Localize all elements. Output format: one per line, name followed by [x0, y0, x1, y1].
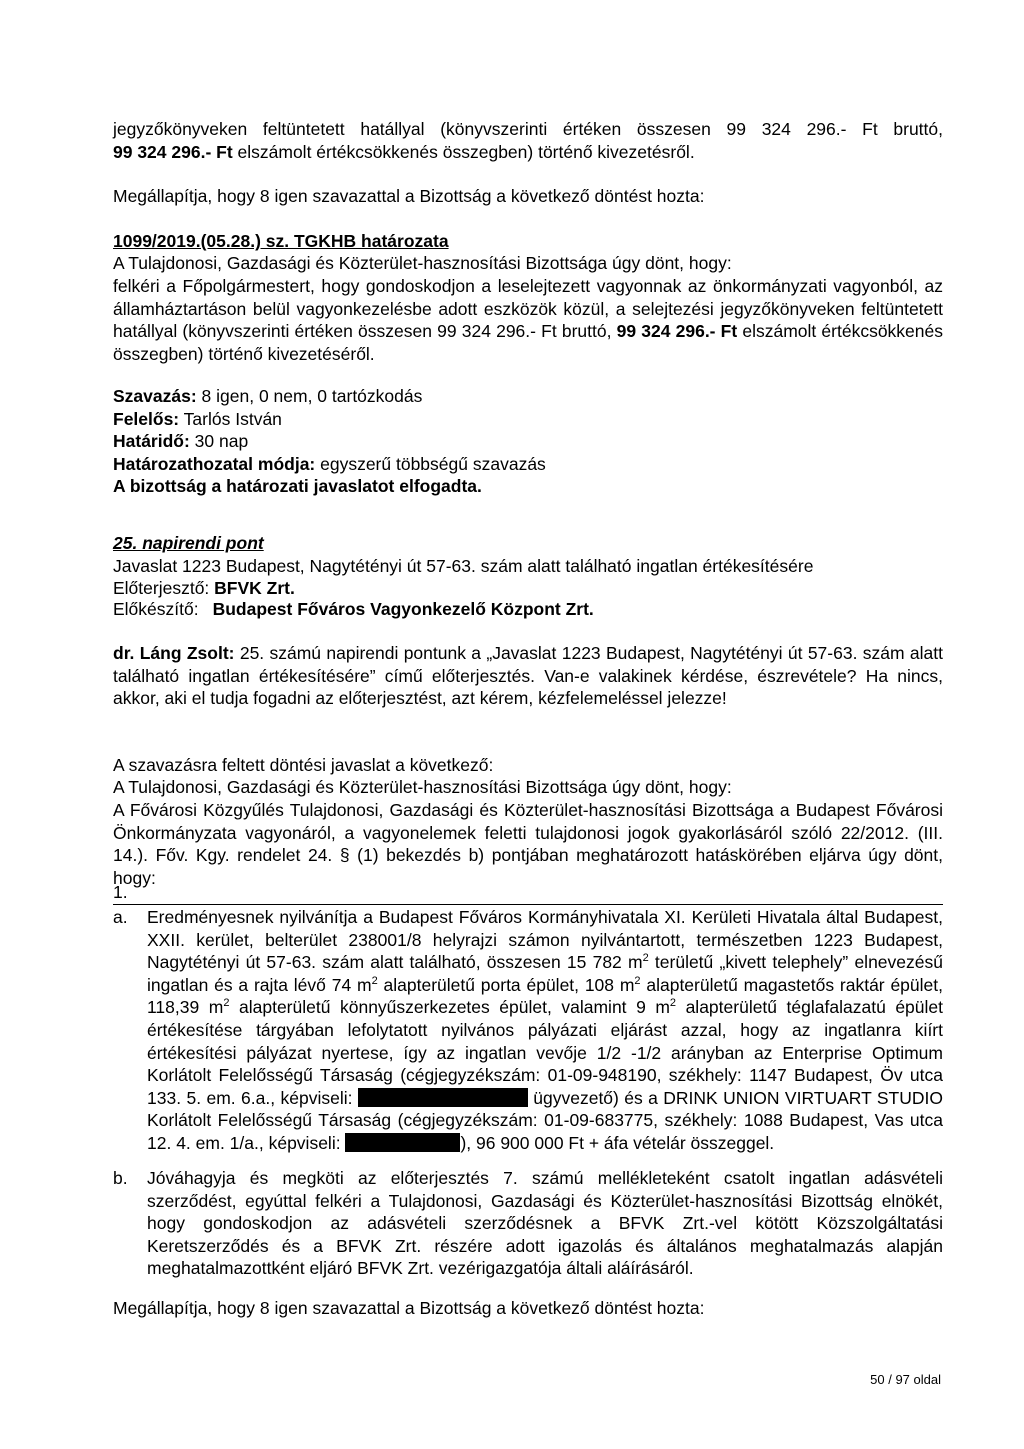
- item-b-text: Jóváhagyja és megköti az előterjesztés 7. számú mellékleteként csatolt ingatlan adásvételi szerződést, egyúttal felkéri a Tulajdonosi, Gazdasági és Közterület-hasznosítási Bizottság elnökét, hogy gondoskodjon az adásvételi szerződésnek a BFVK Zrt.-vel kötött Közszolgáltatási Keretszerződés és a BFVK Zrt. részére adott igazolás és általános meghatalmazás alapján meghatalmazottként eljáró BFVK Zrt. vezérigazgatója általi aláírásáról.: [147, 1168, 943, 1279]
- vote-line: [113, 385, 943, 408]
- proposal-text: A Fővárosi Közgyűlés Tulajdonosi, Gazdasági és Közterület-hasznosítási Bizottsága a Budapest Fővárosi Önkormányzata vagyonáról, a vagyonelemek feletti tulajdonosi jogok gyakorlásáról szóló 22/2012. (III. 14.). Főv. Kgy. rendelet 24. § (1) bekezdés b) pontjában meghatározott hatáskörében eljárva úgy dönt, hogy:: [113, 800, 943, 888]
- carryover-line-2: [113, 141, 943, 164]
- carryover-text: jegyzőkönyveken feltüntetett hatállyal (könyvszerinti értéken összesen 99 324 296.- Ft bruttó,: [113, 119, 943, 139]
- method-label: Határozathozatal módja:: [113, 454, 316, 474]
- superscript: 2: [669, 997, 677, 1010]
- finding-line-2: Megállapítja, hogy 8 igen szavazattal a Bizottság a következő döntést hozta:: [113, 1298, 705, 1318]
- responsible-line: [113, 408, 943, 431]
- presenter-value: BFVK Zrt.: [214, 578, 295, 598]
- redaction-block: [345, 1133, 460, 1152]
- vote-value: 8 igen, 0 nem, 0 tartózkodás: [196, 386, 423, 406]
- speech-paragraph: [113, 642, 943, 710]
- resolution-body-text: felkéri a Főpolgármestert, hogy gondoskodjon a leselejtezett vagyonnak az önkormányzati vagyonból, az államháztartáson belül vagyonkezelésbe adott eszközök közül, a selejtezési jegyzőkönyveken feltüntetett hatállyal (könyvszerinti értéken összesen 99 324 296.- Ft bruttó,: [113, 276, 943, 342]
- method-line: [113, 453, 943, 476]
- proposal-intro: A szavazásra feltett döntési javaslat a következő:: [113, 755, 494, 775]
- item-a-part: alapterületű könnyűszerkezetes épület, valamint 9 m: [229, 997, 670, 1018]
- list-divider: [113, 904, 943, 905]
- superscript: 2: [223, 997, 230, 1010]
- superscript: 2: [371, 974, 378, 987]
- item-b-label: b.: [113, 1168, 128, 1188]
- redaction-block: [358, 1088, 528, 1107]
- speech-text: 25. számú napirendi pontunk a „Javaslat 1223 Budapest, Nagytétényi út 57-63. szám alatt található ingatlan értékesítésére” című előterjesztés. Van-e valakinek kérdése, észrevétele? Ha nincs, akkor, aki el tudja fogadni az előterjesztést, azt kérem, kézfelemeléssel jelezze!: [113, 643, 943, 709]
- item-a-part: alapterületű téglafalazatú épület értékesítése tárgyában lefolytatott nyilvános pályázati eljárást azzal, hogy az ingatlanra kiírt értékesítési pályázat nyertese, így az ingatlan vevője 1/2 -1/2 arányban az Enterprise Optimum Korlátolt Felelősségű Társaság (cégjegyzékszám: 01-09-948190, székhely: 1147 Budapest, Öv utca 133. 5. em. 6.a., képviseli:: [147, 997, 944, 1108]
- list-item-a: [113, 906, 943, 1155]
- item-a-part: alapterületű magastetős raktár épület, 118,39 m: [147, 974, 943, 1018]
- deadline-line: [113, 430, 943, 453]
- agenda-title: Javaslat 1223 Budapest, Nagytétényi út 57-63. szám alatt található ingatlan értékesítésére: [113, 556, 814, 576]
- resolution-committee: A Tulajdonosi, Gazdasági és Közterület-hasznosítási Bizottsága úgy dönt, hogy:: [113, 253, 732, 273]
- item-a-part: ügyvezető) és a DRINK UNION VIRTUART STUDIO Korlátolt Felelősségű Társaság (cégjegyzékszám: 01-09-683775, székhely: 1088 Budapest, Vas utca 12. 4. em. 1/a., képviseli:: [147, 1087, 943, 1153]
- item-a-label: a.: [113, 907, 128, 927]
- agenda-heading-text: 25. napirendi pont: [113, 533, 264, 553]
- resolution-body-end: elszámolt értékcsökkenés összegben) történő kivezetéséről.: [113, 321, 944, 364]
- accepted-text: A bizottság a határozati javaslatot elfogadta.: [113, 476, 482, 496]
- proposal-number: 1.: [113, 882, 128, 902]
- preparer-label: Előkészítő:: [113, 599, 199, 619]
- item-a-part: ), 96 900 000 Ft + áfa vételár összeggel.: [460, 1132, 775, 1153]
- presenter-line: [113, 577, 943, 600]
- agenda-heading: [113, 532, 943, 555]
- amount-bold: 99 324 296.- Ft: [113, 142, 233, 162]
- method-value: egyszerű többségű szavazás: [315, 454, 546, 474]
- resolution-amount-bold: 99 324 296.- Ft: [616, 321, 738, 342]
- deadline-value: 30 nap: [189, 431, 249, 451]
- item-a-part: Eredményesnek nyilvánítja a Budapest Főváros Kormányhivatala XI. Kerületi Hivatala által Budapest, XXII. kerület, belterület 238001/8 helyrajzi számon nyilvántartott, természetben 1223 Budapest, Nagytétényi út 57-63. szám alatt található, összesen 15 782 m: [147, 907, 943, 973]
- item-a-part: területű „kivett telephely” elnevezésű ingatlan és a rajta lévő 74 m: [147, 952, 943, 995]
- speaker-name: dr. Láng Zsolt:: [113, 643, 235, 663]
- resolution-id: [113, 230, 943, 253]
- superscript: 2: [634, 974, 641, 987]
- accepted-line: [113, 475, 943, 498]
- vote-label: Szavazás:: [113, 386, 197, 406]
- resolution-body: [113, 275, 943, 365]
- item-a-part: alapterületű porta épület, 108 m: [377, 974, 635, 995]
- carryover-rest: elszámolt értékcsökkenés összegben) történő kivezetésről.: [232, 142, 695, 162]
- item-a-text: [147, 906, 943, 1155]
- presenter-label: Előterjesztő:: [113, 578, 215, 598]
- carryover-line-1: [113, 118, 943, 141]
- superscript: 2: [642, 952, 649, 965]
- resolution-id-text: 1099/2019.(05.28.) sz. TGKHB határozata: [113, 231, 449, 251]
- preparer-value: Budapest Főváros Vagyonkezelő Központ Zrt.: [212, 599, 594, 619]
- finding-line: Megállapítja, hogy 8 igen szavazattal a Bizottság a következő döntést hozta:: [113, 186, 705, 206]
- proposal-committee: A Tulajdonosi, Gazdasági és Közterület-hasznosítási Bizottsága úgy dönt, hogy:: [113, 777, 732, 797]
- page-number: 50 / 97 oldal: [870, 1372, 941, 1387]
- responsible-label: Felelős:: [113, 409, 180, 429]
- list-item-b: [113, 1167, 943, 1280]
- preparer-line: [113, 598, 943, 621]
- deadline-label: Határidő:: [113, 431, 190, 451]
- responsible-value: Tarlós István: [179, 409, 282, 429]
